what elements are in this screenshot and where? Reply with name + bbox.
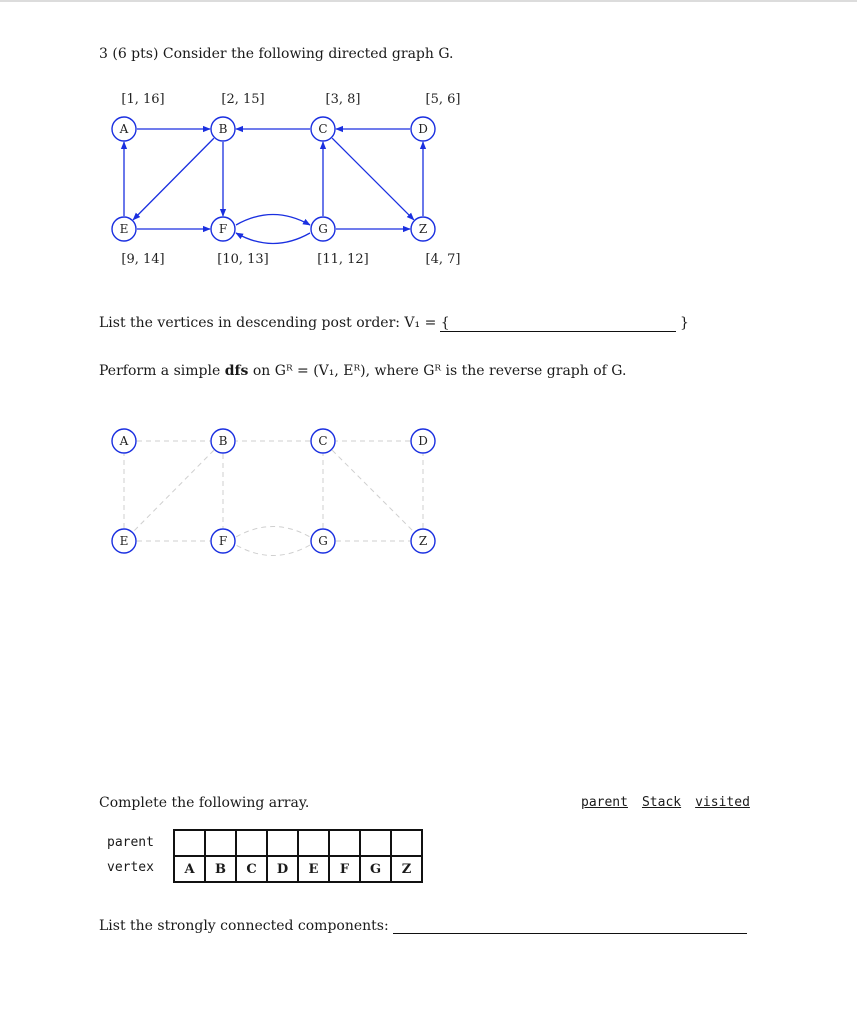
vertex-cell-d: D bbox=[267, 856, 298, 882]
array-prompt: Complete the following array. bbox=[99, 795, 310, 811]
legend-parent: parent bbox=[581, 795, 628, 810]
node-c bbox=[311, 429, 335, 453]
vertex-cell-f: F bbox=[329, 856, 360, 882]
node-label-z: Z bbox=[418, 534, 428, 548]
node-g bbox=[311, 529, 335, 553]
node-label-e: E bbox=[119, 222, 129, 236]
legend bbox=[581, 795, 764, 810]
node-label-d: D bbox=[418, 122, 428, 136]
parent-cell-d[interactable] bbox=[267, 830, 298, 856]
interval-c: [3, 8] bbox=[325, 92, 361, 107]
interval-z: [4, 7] bbox=[425, 252, 461, 267]
node-label-b: B bbox=[218, 434, 228, 448]
rev-edge-f-g bbox=[236, 527, 310, 538]
node-label-f: F bbox=[218, 222, 228, 236]
node-b bbox=[211, 429, 235, 453]
node-label-g: G bbox=[318, 534, 328, 548]
node-z bbox=[411, 529, 435, 553]
interval-b: [2, 15] bbox=[221, 92, 265, 107]
node-label-c: C bbox=[318, 122, 328, 136]
vertex-cell-g: G bbox=[360, 856, 391, 882]
node-label-f: F bbox=[218, 534, 228, 548]
node-d bbox=[411, 429, 435, 453]
vertex-cell-z: Z bbox=[391, 856, 422, 882]
parent-cell-c[interactable] bbox=[236, 830, 267, 856]
parent-cell-a[interactable] bbox=[174, 830, 205, 856]
parent-cell-f[interactable] bbox=[329, 830, 360, 856]
post-order-close-brace: } bbox=[680, 315, 689, 331]
dfs-prompt-pre: Perform a simple bbox=[99, 363, 225, 379]
rev-edge-b-e bbox=[133, 450, 214, 532]
parent-row bbox=[174, 830, 422, 856]
parent-cell-g[interactable] bbox=[360, 830, 391, 856]
post-order-prompt: List the vertices in descending post order: V₁ = { bbox=[99, 315, 450, 331]
interval-d: [5, 6] bbox=[425, 92, 461, 107]
rev-edge-c-z bbox=[332, 450, 414, 532]
node-label-b: B bbox=[218, 122, 228, 136]
parent-cell-e[interactable] bbox=[298, 830, 329, 856]
parent-array-table bbox=[173, 829, 423, 883]
parent-cell-z[interactable] bbox=[391, 830, 422, 856]
interval-g: [11, 12] bbox=[317, 252, 369, 267]
question-heading: 3 (6 pts) Consider the following directed graph G. bbox=[99, 46, 454, 62]
dfs-prompt-bold: dfs bbox=[224, 363, 249, 379]
interval-f: [10, 13] bbox=[217, 252, 269, 267]
node-a bbox=[112, 429, 136, 453]
node-label-d: D bbox=[418, 434, 428, 448]
vertex-cell-a: A bbox=[174, 856, 205, 882]
node-label-e: E bbox=[119, 534, 129, 548]
vertex-cell-b: B bbox=[205, 856, 236, 882]
node-label-a: A bbox=[119, 122, 129, 136]
node-e bbox=[112, 529, 136, 553]
node-label-z: Z bbox=[418, 222, 428, 236]
node-f bbox=[211, 529, 235, 553]
scc-prompt: List the strongly connected components: bbox=[99, 918, 389, 934]
scc-answer-line[interactable] bbox=[393, 933, 747, 934]
vertex-row bbox=[174, 856, 422, 882]
vertex-cell-e: E bbox=[298, 856, 329, 882]
parent-cell-b[interactable] bbox=[205, 830, 236, 856]
dfs-prompt-post: on Gᴿ = (V₁, Eᴿ), where Gᴿ is the reverse graph of G. bbox=[248, 363, 627, 379]
legend-visited: visited bbox=[695, 795, 750, 810]
node-label-g: G bbox=[318, 222, 328, 236]
row-label-parent: parent bbox=[107, 835, 154, 850]
legend-stack: Stack bbox=[641, 795, 682, 810]
row-label-vertex: vertex bbox=[107, 860, 154, 875]
vertex-cell-c: C bbox=[236, 856, 267, 882]
node-label-c: C bbox=[318, 434, 328, 448]
node-label-a: A bbox=[119, 434, 129, 448]
rev-edge-g-f bbox=[236, 545, 310, 556]
interval-a: [1, 16] bbox=[121, 92, 165, 107]
interval-e: [9, 14] bbox=[121, 252, 165, 267]
